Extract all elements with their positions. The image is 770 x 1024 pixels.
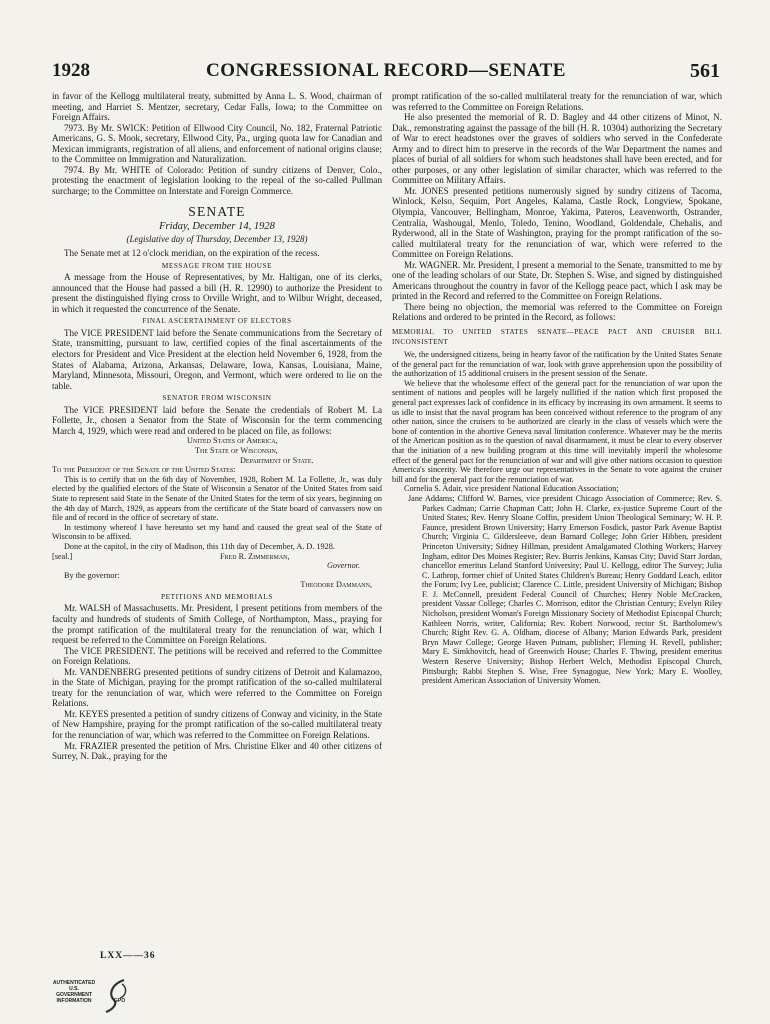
paragraph: in favor of the Kellogg multilateral treaty, submitted by Anna L. S. Wood, chairman of meeting, and Harriet S. Mentzer, secretary, Cedar Falls, Iowa; to the Committee on Foreign Affairs. — [52, 91, 382, 123]
gpo-eagle-icon — [102, 978, 132, 1016]
paragraph: 7973. By Mr. SWICK: Petition of Ellwood City Council, No. 182, Fraternal Patriotic Americans, G. S. Mook, secretary, Ellwood City, Pa., urging quota law for Canadian and Mexican immigrants, registration of all aliens, and enforcement of national origins clause; to the Committee on Immigration and Naturalization. — [52, 122, 382, 165]
paragraph: The Senate met at 12 o'clock meridian, on the expiration of the recess. — [64, 248, 320, 259]
section-heading: MESSAGE FROM THE HOUSE — [161, 261, 273, 270]
legislative-day-text: (Legislative day of Thursday, December 13, 1928) — [126, 233, 308, 244]
by-governor: By the governor: — [64, 570, 120, 580]
address-line: Department of State. — [240, 455, 314, 465]
certificate-text: Done at the capitol, in the city of Madison, this 11th day of December, A. D. 1928. — [64, 541, 335, 551]
signature-row — [52, 552, 382, 562]
paragraph: Mr. WAGNER. Mr. President, I present a memorial to the Senate, transmitted to me by one of the leading scholars of our State, Dr. Stephen S. Wise, and signed by distinguished Americans throughout the country in favor of the Kellogg peace pact, which I ask may be printed in the Record and referred to the Committee on Foreign Relations. — [392, 259, 722, 302]
governor-title — [52, 561, 382, 571]
paragraph: Mr. VANDENBERG presented petitions of sundry citizens of Detroit and Kalamazoo, in the State of Michigan, praying for the prompt ratification of the so-called multilateral treaty for the renunciation of war, which were referred to the Committee on Foreign Relations. — [52, 666, 382, 709]
senate-heading: SENATE — [188, 204, 246, 220]
paragraph: 7974. By Mr. WHITE of Colorado: Petition of sundry citizens of Denver, Colo., protesting the enactment of legislation looking to the repeal of the so-called Pullman surcharge; to the Committee on Interstate and Foreign Commerce. — [52, 164, 382, 196]
certificate-text: This is to certify that on the 6th day of November, 1928, Robert M. La Follette, Jr., was duly elected by the qualified electors of the State of Wisconsin a Senator of the United States from said State to represent said State in the Senate of the United States for the term of six years, beginning on the 4th day of March, 1929, as appears from the certificate of the State board of canvassers now on file and of record in the office of secretary of state. — [52, 474, 382, 523]
paragraph: Mr. KEYES presented a petition of sundry citizens of Conway and vicinity, in the State of New Hampshire, praying for the prompt ratification of the so-called multilateral treaty for the renunciation of war, which was referred to the Committee on Foreign Relations. — [52, 708, 382, 741]
paragraph: There being no objection, the memorial was referred to the Committee on Foreign Relations and ordered to be printed in the Record, as follows: — [392, 301, 722, 323]
page-header — [52, 60, 720, 86]
right-column — [392, 91, 722, 686]
governor-name: Fred R. Zimmerman, — [220, 551, 290, 561]
signers-list: Jane Addams; Clifford W. Barnes, vice president Chicago Association of Commerce; Rev. S. Parkes Cadman; Carrie Chapman Catt; John H. Clarke, ex-justice Supreme Court of the United States; Rev. Henry Sloane Coffin, president Union Theological Seminary; W. H. P. Faunce, president Brown University; Harry Emerson Fosdick, pastor Park Avenue Baptist Church; Virginia C. Gildersleeve, dean Barnard College; John Grier Hibben, president Princeton University; Sidney Hillman, president Amalgamated Clothing Workers; Harvey Ingham, editor Des Moines Register; Rev. Burris Jenkins, Kansas City; David Starr Jordan, chancellor emeritus Leland Stanford University; Paul U. Kellogg, editor The Survey; Julia C. Lathrop, former chief of United States Children's Bureau; Henry Goddard Leach, editor the Forum; Ivy Lee, publicist; Clarence C. Little, president University of Michigan; Bishop F. J. McConnell, president Federal Council of Churches; Henry Noble McCracken, president Vassar College; Charles C. Morrison, editor the Christian Century; Evelyn Riley Nicholson, president Woman's Foreign Missionary Society of Methodist Episcopal Church; Kathleen Norris, writer, California; Rev. Robert Norwood, rector St. Bartholomew's Church; Right Rev. G. A. Oldham, diocese of Albany; Marion Edwards Park, president Bryn Mawr College; George Haven Putnam, publisher; Fleming H. Revell, publisher; Mary E. Simkhovitch, head of Greenwich House; Charles F. Thwing, president emeritus Western Reserve University; Bishop Herbert Welch, Methodist Episcopal Church, Pittsburgh; Rabbi Stephen S. Wise, Free Synagogue, New York; Mary E. Woolley, president American Association of University Women. — [408, 493, 722, 686]
paragraph: The VICE PRESIDENT laid before the Senate communications from the Secretary of State, transmitting, pursuant to law, certified copies of the final ascertainments of the electors for President and Vice President at the election held November 6, 1928, from the States of Alabama, Arizona, Arkansas, Delaware, Iowa, Kansas, Louisiana, Maine, Maryland, Minnesota, Missouri, Oregon, and Vermont, which were ordered to lie on the table. — [52, 327, 382, 391]
paragraph: Mr. FRAZIER presented the petition of Mrs. Christine Elker and 40 other citizens of Surrey, N. Dak., praying for the — [52, 740, 382, 762]
paragraph: prompt ratification of the so-called multilateral treaty for the renunciation of war, which was referred to the Committee on Foreign Relations. — [392, 91, 722, 112]
section-heading: SENATOR FROM WISCONSIN — [162, 394, 272, 403]
authenticated-text: AUTHENTICATED U.S. GOVERNMENT INFORMATION — [52, 980, 96, 1004]
memorial-text: We, the undersigned citizens, being in hearty favor of the ratification by the United States Senate of the general pact for the renunciation of war, look with grave apprehension upon the possibility of the authorization of 15 additional cruisers in the present session of the Senate. — [392, 350, 722, 379]
date-text: Friday, December 14, 1928 — [159, 221, 275, 233]
gpo-authentication — [52, 978, 132, 1018]
header-page-number: 561 — [690, 60, 720, 82]
governor-title-text: Governor. — [327, 561, 360, 571]
header-title: CONGRESSIONAL RECORD—SENATE — [206, 60, 566, 81]
address-line: United States of America, — [187, 436, 278, 446]
secretary-name: Theodore Dammann, — [300, 580, 372, 590]
address-line: The State of Wisconsin, — [195, 446, 278, 455]
paragraph: The VICE PRESIDENT laid before the Senate the credentials of Robert M. La Follette, Jr., chosen a Senator from the State of Wisconsin for the term commencing March 4, 1929, which were read and ordered to be placed on file, as follows: — [52, 404, 382, 436]
signers-lead: Cornelia S. Adair, vice president National Education Association; — [404, 484, 619, 494]
memorial-text: We believe that the wholesome effect of the general pact for the renunciation of war upon the sentiment of nations and peoples will be largely nullified if the nation which first proposed the general pact expresses lack of confidence in its efficacy by increasing its own armament. It seems to us idle to insist that the naval program has been conceived without reference to the program of any other nation, since the cruisers to be authorized are clearly in the class of vessels which were the bone of contention in the abortive Geneva naval limitation conference. Whatever may be the merits of the American position as to the question of naval disarmament, it must be clear to every observer that the initiation of a new building program at this time will inevitably imperil the wholesome effect of the general pact for the renunciation of war and will give other nations occasion to question America's sincerity. We therefore urge our representatives in the Senate to vote against the cruiser bill and for the general pact for the renunciation of war. — [392, 378, 722, 484]
volume-mark: LXX——36 — [100, 951, 156, 961]
date-line — [52, 222, 382, 233]
paragraph: The VICE PRESIDENT. The petitions will be received and referred to the Committee on Foreign Relations. — [52, 645, 382, 667]
paragraph: Mr. WALSH of Massachusetts. Mr. President, I present petitions from members of the faculty and hundreds of students of Smith College, of Northampton, Mass., praying for the prompt ratification of the multilateral treaty for the renunciation of war, which I request be referred to the Committee on Foreign Relations. — [52, 603, 382, 646]
salutation: To the President of the Senate of the United States: — [52, 465, 236, 475]
memorial-heading: MEMORIAL TO UNITED STATES SENATE—PEACE PACT AND CRUISER BILL INCONSISTENT — [392, 328, 722, 347]
paragraph: Mr. JONES presented petitions numerously signed by sundry citizens of Tacoma, Winlock, Kelso, Sequim, Port Angeles, Kalama, Castle Rock, Longview, Spokane, Olympia, Vancouver, Bellingham, Monroe, Yakima, Pateros, Leavenworth, Ostrander, Centralia, Washougal, Menlo, Toledo, Tenino, Woodland, Goldendale, Chehalis, and Ryderwood, all in the State of Washington, praying for the prompt ratification of the so-called multilateral treaty for the renunciation of war, which were referred to the Committee on Foreign Relations. — [392, 185, 722, 260]
left-column — [52, 91, 382, 762]
paragraph: A message from the House of Representatives, by Mr. Haltigan, one of its clerks, announced that the House had passed a bill (H. R. 12990) to authorize the President to present the distinguished flying cross to Orville Wright, and to Wilbur Wright, deceased, in which it requested the concurrence of the Senate. — [52, 272, 382, 314]
certificate-text: In testimony whereof I have hereunto set my hand and caused the great seal of the State of Wisconsin to be affixed. — [52, 522, 382, 542]
section-heading: PETITIONS AND MEMORIALS — [160, 592, 274, 601]
seal-mark: [seal.] — [52, 551, 73, 561]
section-heading: FINAL ASCERTAINMENT OF ELECTORS — [142, 317, 292, 326]
gpo-label: GPO — [114, 998, 126, 1004]
paragraph: He also presented the memorial of R. D. Bagley and 44 other citizens of Minot, N. Dak., remonstrating against the passage of the bill (H. R. 10304) authorizing the Secretary of War to erect headstones over the graves of soldiers who served in the Confederate Army and to direct him to preserve in the records of the War Department the names and places of burial of all soldiers for whom such headstones shall have been erected, and for other purposes, or any other legislation of similar character, which was referred to the Committee on Military Affairs. — [392, 112, 722, 186]
legislative-day — [52, 234, 382, 245]
header-year: 1928 — [52, 60, 90, 81]
